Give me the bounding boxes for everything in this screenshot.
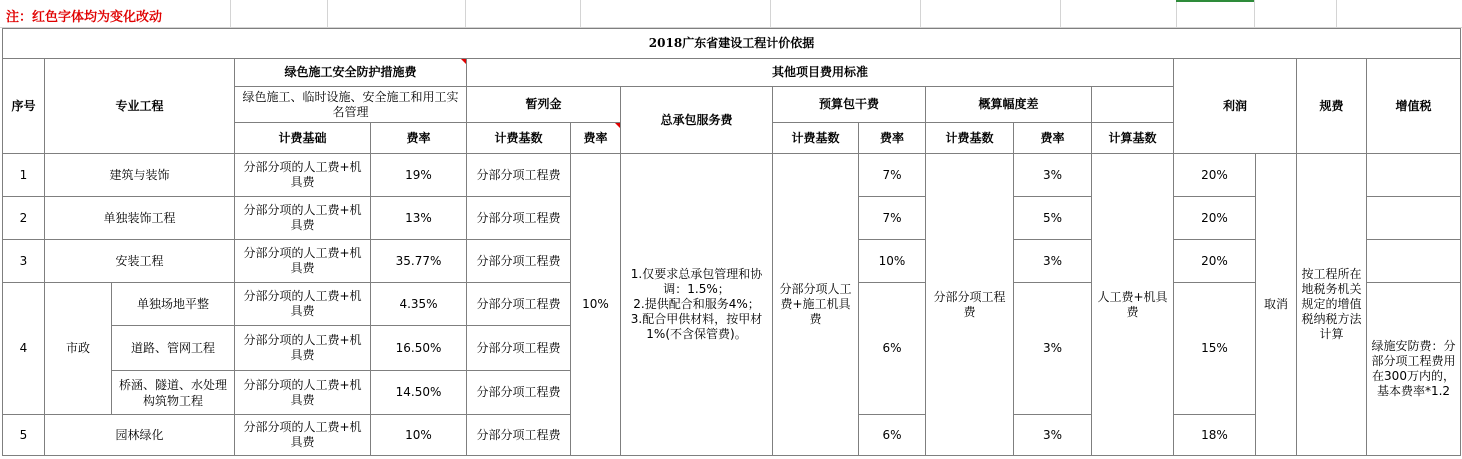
remarks-cell	[1367, 240, 1461, 283]
header-profit: 利润	[1174, 59, 1297, 154]
header-fees: 规费	[1297, 59, 1367, 154]
header-major: 专业工程	[45, 59, 235, 154]
table-row-seq: 1	[3, 154, 45, 197]
header-budget-rate: 费率	[859, 123, 926, 154]
profit-rate-cell: 20%	[1174, 154, 1256, 197]
header-provisional: 暂列金	[467, 87, 621, 123]
profit-rate-cell: 20%	[1174, 240, 1256, 283]
green-base-cell: 分部分项的人工费+机具费	[235, 283, 371, 326]
header-margin-base: 计费基数	[926, 123, 1014, 154]
green-base-cell: 分部分项的人工费+机具费	[235, 197, 371, 240]
green-base-cell: 分部分项的人工费+机具费	[235, 371, 371, 415]
vat-cell: 按工程所在地税务机关规定的增值税纳税方法计算	[1297, 154, 1367, 456]
remarks-cell	[1367, 197, 1461, 240]
prov-base-cell: 分部分项工程费	[467, 240, 571, 283]
profit-rate-cell: 18%	[1174, 415, 1256, 456]
table-row-seq: 5	[3, 415, 45, 456]
green-base-cell: 分部分项的人工费+机具费	[235, 326, 371, 371]
sheet-gridlines	[0, 0, 1462, 28]
table-row-name: 建筑与装饰	[45, 154, 235, 197]
green-base-cell: 分部分项的人工费+机具费	[235, 154, 371, 197]
green-rate-cell: 16.50%	[371, 326, 467, 371]
table-row-seq: 2	[3, 197, 45, 240]
table-row-name: 单独场地平整	[112, 283, 235, 326]
note-text: 注：红色字体均为变化改动	[6, 10, 163, 25]
budget-rate-cell: 10%	[859, 240, 926, 283]
header-budget-lump: 预算包干费	[773, 87, 926, 123]
provisional-rate-cell: 10%	[571, 154, 621, 456]
green-rate-cell: 14.50%	[371, 371, 467, 415]
green-base-cell: 分部分项的人工费+机具费	[235, 240, 371, 283]
table-row-name: 单独装饰工程	[45, 197, 235, 240]
header-budget-base: 计费基数	[773, 123, 859, 154]
budget-rate-cell: 6%	[859, 415, 926, 456]
table-row-name: 安装工程	[45, 240, 235, 283]
cell-selection-indicator	[1176, 0, 1254, 2]
profit-base-cell: 人工费+机具费	[1092, 154, 1174, 456]
fees-cell: 取消	[1256, 154, 1297, 456]
header-estimate-margin: 概算幅度差	[926, 87, 1092, 123]
budget-base-cell: 分部分项人工费+施工机具费	[773, 154, 859, 456]
table-row-name: 桥涵、隧道、水处理构筑物工程	[112, 371, 235, 415]
table-row-name: 园林绿化	[45, 415, 235, 456]
header-green-base: 计费基础	[235, 123, 371, 154]
header-green-desc: 绿色施工、临时设施、安全施工和用工实名管理	[235, 87, 467, 123]
budget-rate-cell: 6%	[859, 283, 926, 415]
margin-rate-cell: 5%	[1014, 197, 1092, 240]
margin-rate-cell: 3%	[1014, 154, 1092, 197]
margin-base-cell: 分部分项工程费	[926, 154, 1014, 456]
prov-base-cell: 分部分项工程费	[467, 371, 571, 415]
green-base-cell: 分部分项的人工费+机具费	[235, 415, 371, 456]
table-row-seq: 4	[3, 283, 45, 415]
header-seq: 序号	[3, 59, 45, 154]
header-profit-base: 计算基数	[1092, 123, 1174, 154]
header-general-contract: 总承包服务费	[621, 87, 773, 154]
header-margin-rate: 费率	[1014, 123, 1092, 154]
budget-rate-cell: 7%	[859, 154, 926, 197]
prov-base-cell: 分部分项工程费	[467, 415, 571, 456]
margin-rate-cell: 3%	[1014, 283, 1092, 415]
green-rate-cell: 4.35%	[371, 283, 467, 326]
green-rate-cell: 35.77%	[371, 240, 467, 283]
header-other: 其他项目费用标准	[467, 59, 1174, 87]
table-row-seq: 3	[3, 240, 45, 283]
header-green: 绿色施工安全防护措施费	[235, 59, 467, 87]
pricing-table	[2, 28, 1461, 456]
profit-rate-cell: 20%	[1174, 197, 1256, 240]
prov-base-cell: 分部分项工程费	[467, 283, 571, 326]
green-rate-cell: 19%	[371, 154, 467, 197]
header-prov-base: 计费基数	[467, 123, 571, 154]
general-contract-desc: 1.仅要求总承包管理和协调：1.5%； 2.提供配合和服务4%； 3.配合甲供材料，按甲材1%(不含保管费)。	[621, 154, 773, 456]
header-vat: 增值税	[1367, 59, 1461, 154]
table-row-group: 市政	[45, 283, 112, 415]
remarks-cell: 绿施安防费：分部分项工程费用在300万内的，基本费率*1.2	[1367, 283, 1461, 456]
green-rate-cell: 13%	[371, 197, 467, 240]
remarks-cell	[1367, 154, 1461, 197]
margin-rate-cell: 3%	[1014, 240, 1092, 283]
table-title: 2018广东省建设工程计价依据	[3, 29, 1461, 59]
prov-base-cell: 分部分项工程费	[467, 326, 571, 371]
prov-base-cell: 分部分项工程费	[467, 154, 571, 197]
margin-rate-cell: 3%	[1014, 415, 1092, 456]
budget-rate-cell: 7%	[859, 197, 926, 240]
table-row-name: 道路、管网工程	[112, 326, 235, 371]
header-green-rate: 费率	[371, 123, 467, 154]
header-prov-rate: 费率	[571, 123, 621, 154]
profit-rate-cell: 15%	[1174, 283, 1256, 415]
green-rate-cell: 10%	[371, 415, 467, 456]
prov-base-cell: 分部分项工程费	[467, 197, 571, 240]
